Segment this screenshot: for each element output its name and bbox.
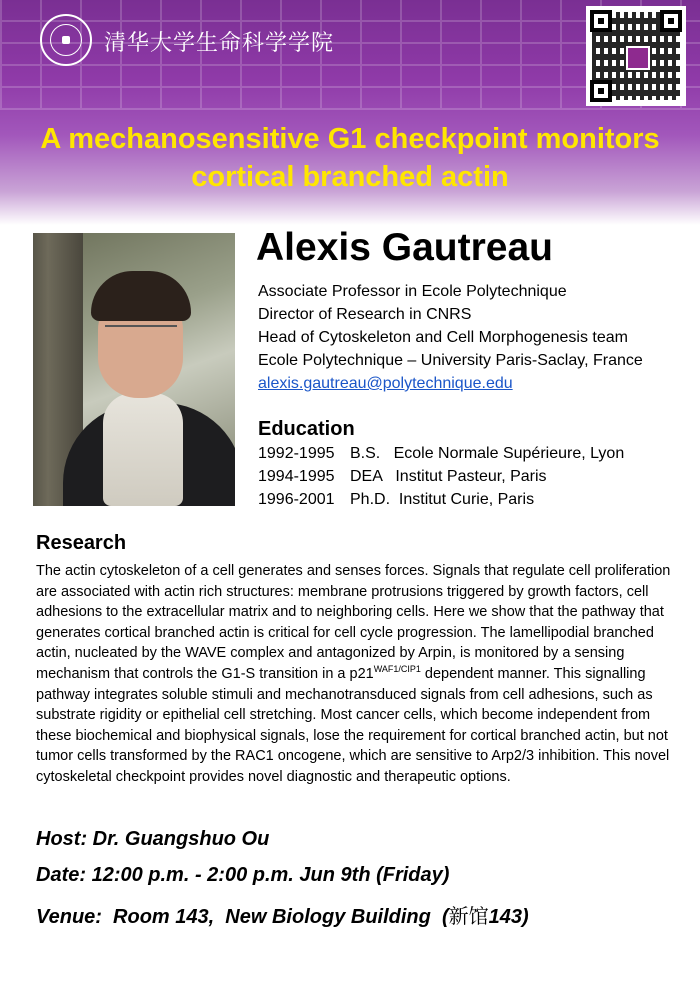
- education-years: 1994-1995: [258, 468, 335, 485]
- education-years: 1996-2001: [258, 491, 335, 508]
- venue-prefix: Venue: Room 143, New Biology Building (: [36, 906, 449, 928]
- event-date: Date: 12:00 p.m. - 2:00 p.m. Jun 9th (Friday): [36, 864, 450, 886]
- talk-title-line2: cortical branched actin: [191, 161, 509, 193]
- talk-title: [0, 120, 700, 196]
- event-venue: [36, 900, 529, 929]
- research-heading: Research: [36, 532, 127, 554]
- position-line: Associate Professor in Ecole Polytechnique: [258, 283, 567, 300]
- position-line: Director of Research in CNRS: [258, 306, 472, 323]
- research-superscript: WAF1/CIP1: [373, 664, 421, 675]
- venue-chinese: 新馆: [448, 904, 489, 928]
- education-degree: DEA Institut Pasteur, Paris: [350, 468, 547, 485]
- speaker-positions: [258, 280, 643, 395]
- university-seal-icon: [40, 14, 92, 66]
- education-years: 1992-1995: [258, 445, 335, 462]
- research-text-part1: The actin cytoskeleton of a cell generates and senses forces. Signals that regulate cell proliferation are associated with actin rich structures: membrane protrusions triggered by growth factors, cell adhesions to the extracellular matrix and to neighboring cells. Here we show that the pathway that generates cortical branched actin is critical for cell cycle progression. The lamellipodial branched actin, nucleated by the WAVE complex and antagonized by Arpin, is monitored by a sensing mechanism that controls the G1-S transition in a p21: [36, 563, 671, 682]
- education-item: [258, 465, 624, 488]
- institution-name: 清华大学生命科学学院: [104, 31, 335, 56]
- speaker-name: Alexis Gautreau: [256, 226, 553, 269]
- event-host: Host: Dr. Guangshuo Ou: [36, 828, 270, 850]
- education-item: [258, 442, 624, 465]
- position-line: Ecole Polytechnique – University Paris-Saclay, France: [258, 352, 643, 369]
- position-line: Head of Cytoskeleton and Cell Morphogenesis team: [258, 329, 628, 346]
- qr-code-icon[interactable]: [586, 6, 686, 106]
- speaker-email-link[interactable]: alexis.gautreau@polytechnique.edu: [258, 375, 513, 392]
- education-list: [258, 442, 624, 511]
- education-item: [258, 488, 624, 511]
- education-degree: B.S. Ecole Normale Supérieure, Lyon: [350, 445, 625, 462]
- education-degree: Ph.D. Institut Curie, Paris: [350, 491, 535, 508]
- venue-suffix: 143): [488, 906, 529, 928]
- talk-title-line1: A mechanosensitive G1 checkpoint monitors: [40, 123, 660, 155]
- research-abstract: [36, 561, 686, 788]
- research-text-part2: dependent manner. This signalling pathway integrates soluble stimuli and mechanotransduced signals from cell adhesions, such as substrate rigidity or epithelial cell stretching. Most cancer cells, which become independent from these biochemical and biophysical signals, lose the requirement for cortical branched actin, but not tumor cells transformed by the RAC1 oncogene, which are sensitive to Arp2/3 inhibition. This novel cytoskeletal checkpoint provides novel diagnostic and therapeutic options.: [36, 665, 670, 785]
- speaker-photo: [33, 233, 235, 506]
- education-heading: Education: [258, 418, 355, 440]
